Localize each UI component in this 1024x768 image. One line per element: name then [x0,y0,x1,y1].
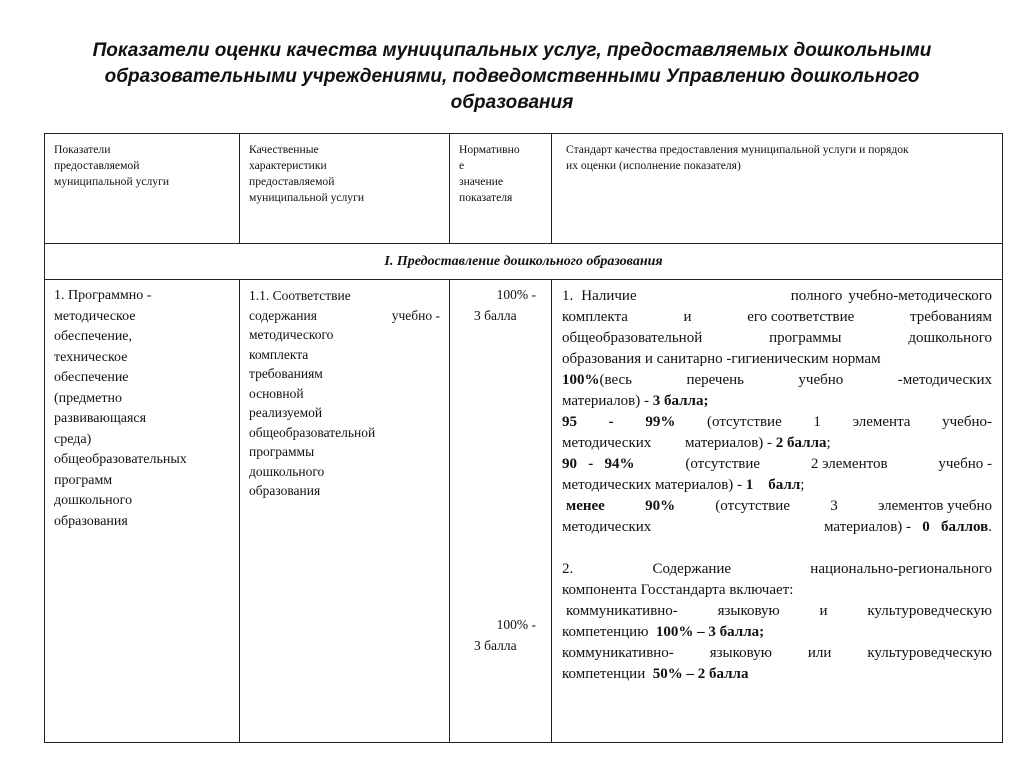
w: программы [769,330,842,346]
indicator-line: обеспечение [54,370,129,385]
w: материалов) - [562,393,649,409]
w: комплекта [562,309,628,325]
w: культуроведческую [867,603,992,619]
score-90-line [562,454,992,475]
header-norm-line: значение [459,175,503,188]
standard-line [562,286,992,307]
w: материалов) - [685,435,773,451]
standard-line [562,307,992,328]
section-title: I. Предоставление дошкольного образования [45,244,1003,280]
score-100-value: 100% [562,372,600,388]
indicator-line: общеобразовательных [54,452,187,467]
w: требованиям [909,309,992,325]
w: культуроведческую [867,645,992,661]
w: 90% [645,498,676,514]
header-characteristics-line: муниципальной услуги [249,191,365,204]
header-standard-line: Стандарт качества предоставления муниципальной услуги и порядок [566,143,909,156]
score-100-line [562,370,992,391]
w: и [819,603,828,619]
header-characteristics-line: характеристики [249,159,327,172]
norm-value-2 [472,614,542,656]
characteristic-word: учебно - [391,307,440,323]
score-100-points: 3 балла; [652,393,709,409]
w: 3 [830,498,838,514]
w: методических [562,435,652,451]
norm-value-cell [450,280,552,743]
regional-100-points: 100% – 3 балла; [655,624,765,640]
indicator-line: развивающаяся [54,411,147,426]
score-90-line [562,475,992,496]
score-95-line [562,412,992,433]
header-indicator-line: предоставляемой [54,159,140,172]
norm-value-line: 100% - [496,287,536,302]
score-less-line [562,496,992,517]
w: материалов) - [824,519,912,535]
w: (отсутствие [685,456,761,472]
section-row [45,244,1003,280]
document-title [40,38,984,116]
norm-value-line: 100% - [496,617,536,632]
w: коммуникативно- [566,603,678,619]
standard-line: образования и санитарно -гигиеническим нормам [562,351,881,367]
w: (отсутствие [707,414,782,430]
characteristic-word: содержания [249,307,317,323]
w: или [807,645,832,661]
data-row [45,280,1003,743]
indicator-line: обеспечение, [54,329,133,344]
indicator-cell [45,280,240,743]
w: 90 - 94% [562,456,635,472]
characteristic-line: 1.1. Соответствие [249,288,351,303]
w: 1 [813,414,821,430]
w: 2 элементов [810,456,888,472]
indicator-line: среда) [54,431,92,447]
score-100-line [562,391,992,412]
score-95-line [562,433,992,454]
characteristic-line: программы [249,444,315,459]
score-less-points: 0 баллов [922,519,989,535]
regional-line [562,643,992,664]
regional-line [562,601,992,622]
norm-value-1 [472,284,542,326]
indicator-line: программ [54,472,113,488]
w: компетенцию [562,624,649,640]
w: его соответствие [747,309,855,325]
standard-line [562,328,992,349]
indicator-line: (предметно [54,390,122,406]
header-standard-line: их оценки (исполнение показателя) [566,159,741,172]
w: учебно- [942,414,992,430]
characteristic-line: реализуемой [249,405,323,420]
title-line-1: Показатели оценки качества муниципальных услуг, предоставляемых дошкольными [92,40,932,61]
w: методических материалов) - [562,477,743,493]
w: элемента [852,414,911,430]
w: дошкольного [908,330,992,346]
characteristic-line: основной [249,385,304,401]
w: языковую [709,645,772,661]
title-line-3: образования [450,92,574,113]
w: коммуникативно- [562,645,674,661]
regional-50-points: 50% – 2 балла [652,666,749,682]
header-row [45,134,1003,244]
norm-value-line: 3 балла [474,638,517,653]
w: 95 [562,414,577,430]
w: Содержание [652,561,732,577]
w [562,370,632,391]
header-norm-line: Нормативно [459,143,520,156]
header-indicator-line: муниципальной услуги [54,175,170,188]
characteristic-cell [240,280,450,743]
w: учебно [798,372,844,388]
w: элементов учебно [877,498,992,514]
header-norm-line: показателя [459,191,513,204]
w: полного [790,288,843,304]
w: национально-регионального [810,561,992,577]
regional-line [562,559,992,580]
characteristic-line: методического [249,327,334,342]
w: языковую [717,603,780,619]
header-characteristics-line: Качественные [249,143,319,156]
w: (весь [599,372,633,388]
w: 1. [562,288,574,304]
score-less-line [562,517,992,538]
w: общеобразовательной [562,330,703,346]
regional-line [562,622,992,643]
w: 2. [562,561,574,577]
header-norm-value [450,134,552,244]
w: ; [800,477,805,493]
header-indicator-line: Показатели [54,143,111,156]
norm-value-line: 3 балла [474,308,517,323]
indicator-line: техническое [54,349,128,365]
header-norm-line: е [459,159,465,172]
w: 99% [645,414,676,430]
characteristic-line: комплекта [249,346,309,362]
regional-line [562,664,992,685]
w: и [683,309,692,325]
characteristic-line: образования [249,483,321,498]
header-characteristics-line: предоставляемой [249,175,335,188]
w: - [608,414,614,430]
w: ; [826,435,831,451]
indicator-line: методическое [54,308,136,324]
w: . [988,519,992,535]
regional-line: компонента Госстандарта включает: [562,582,794,598]
header-indicator [45,134,240,244]
characteristic-line: общеобразовательной [249,424,376,440]
w: менее [566,498,605,514]
characteristic-line: требованиям [249,366,323,381]
w: (отсутствие [715,498,790,514]
header-standard [552,134,1003,244]
characteristic-line: дошкольного [249,463,325,479]
w: перечень [686,372,744,388]
w [824,517,992,538]
score-90-points: 1 балл [745,477,801,493]
w: учебно-методического [848,288,992,304]
w: учебно - [938,456,992,472]
w: -методических [897,372,992,388]
indicator-line: 1. Программно - [54,288,152,303]
characteristic-line [249,306,440,326]
indicator-line: дошкольного [54,493,133,508]
title-line-2: образовательными учреждениями, подведомственными Управлению дошкольного [104,66,920,87]
w: методических [562,519,652,535]
w: компетенции [562,666,646,682]
score-95-points: 2 балла [775,435,827,451]
w: Наличие [581,288,637,304]
indicator-line: образования [54,513,128,529]
quality-indicators-table [44,133,1003,743]
header-characteristics [240,134,450,244]
standard-cell [552,280,1003,743]
